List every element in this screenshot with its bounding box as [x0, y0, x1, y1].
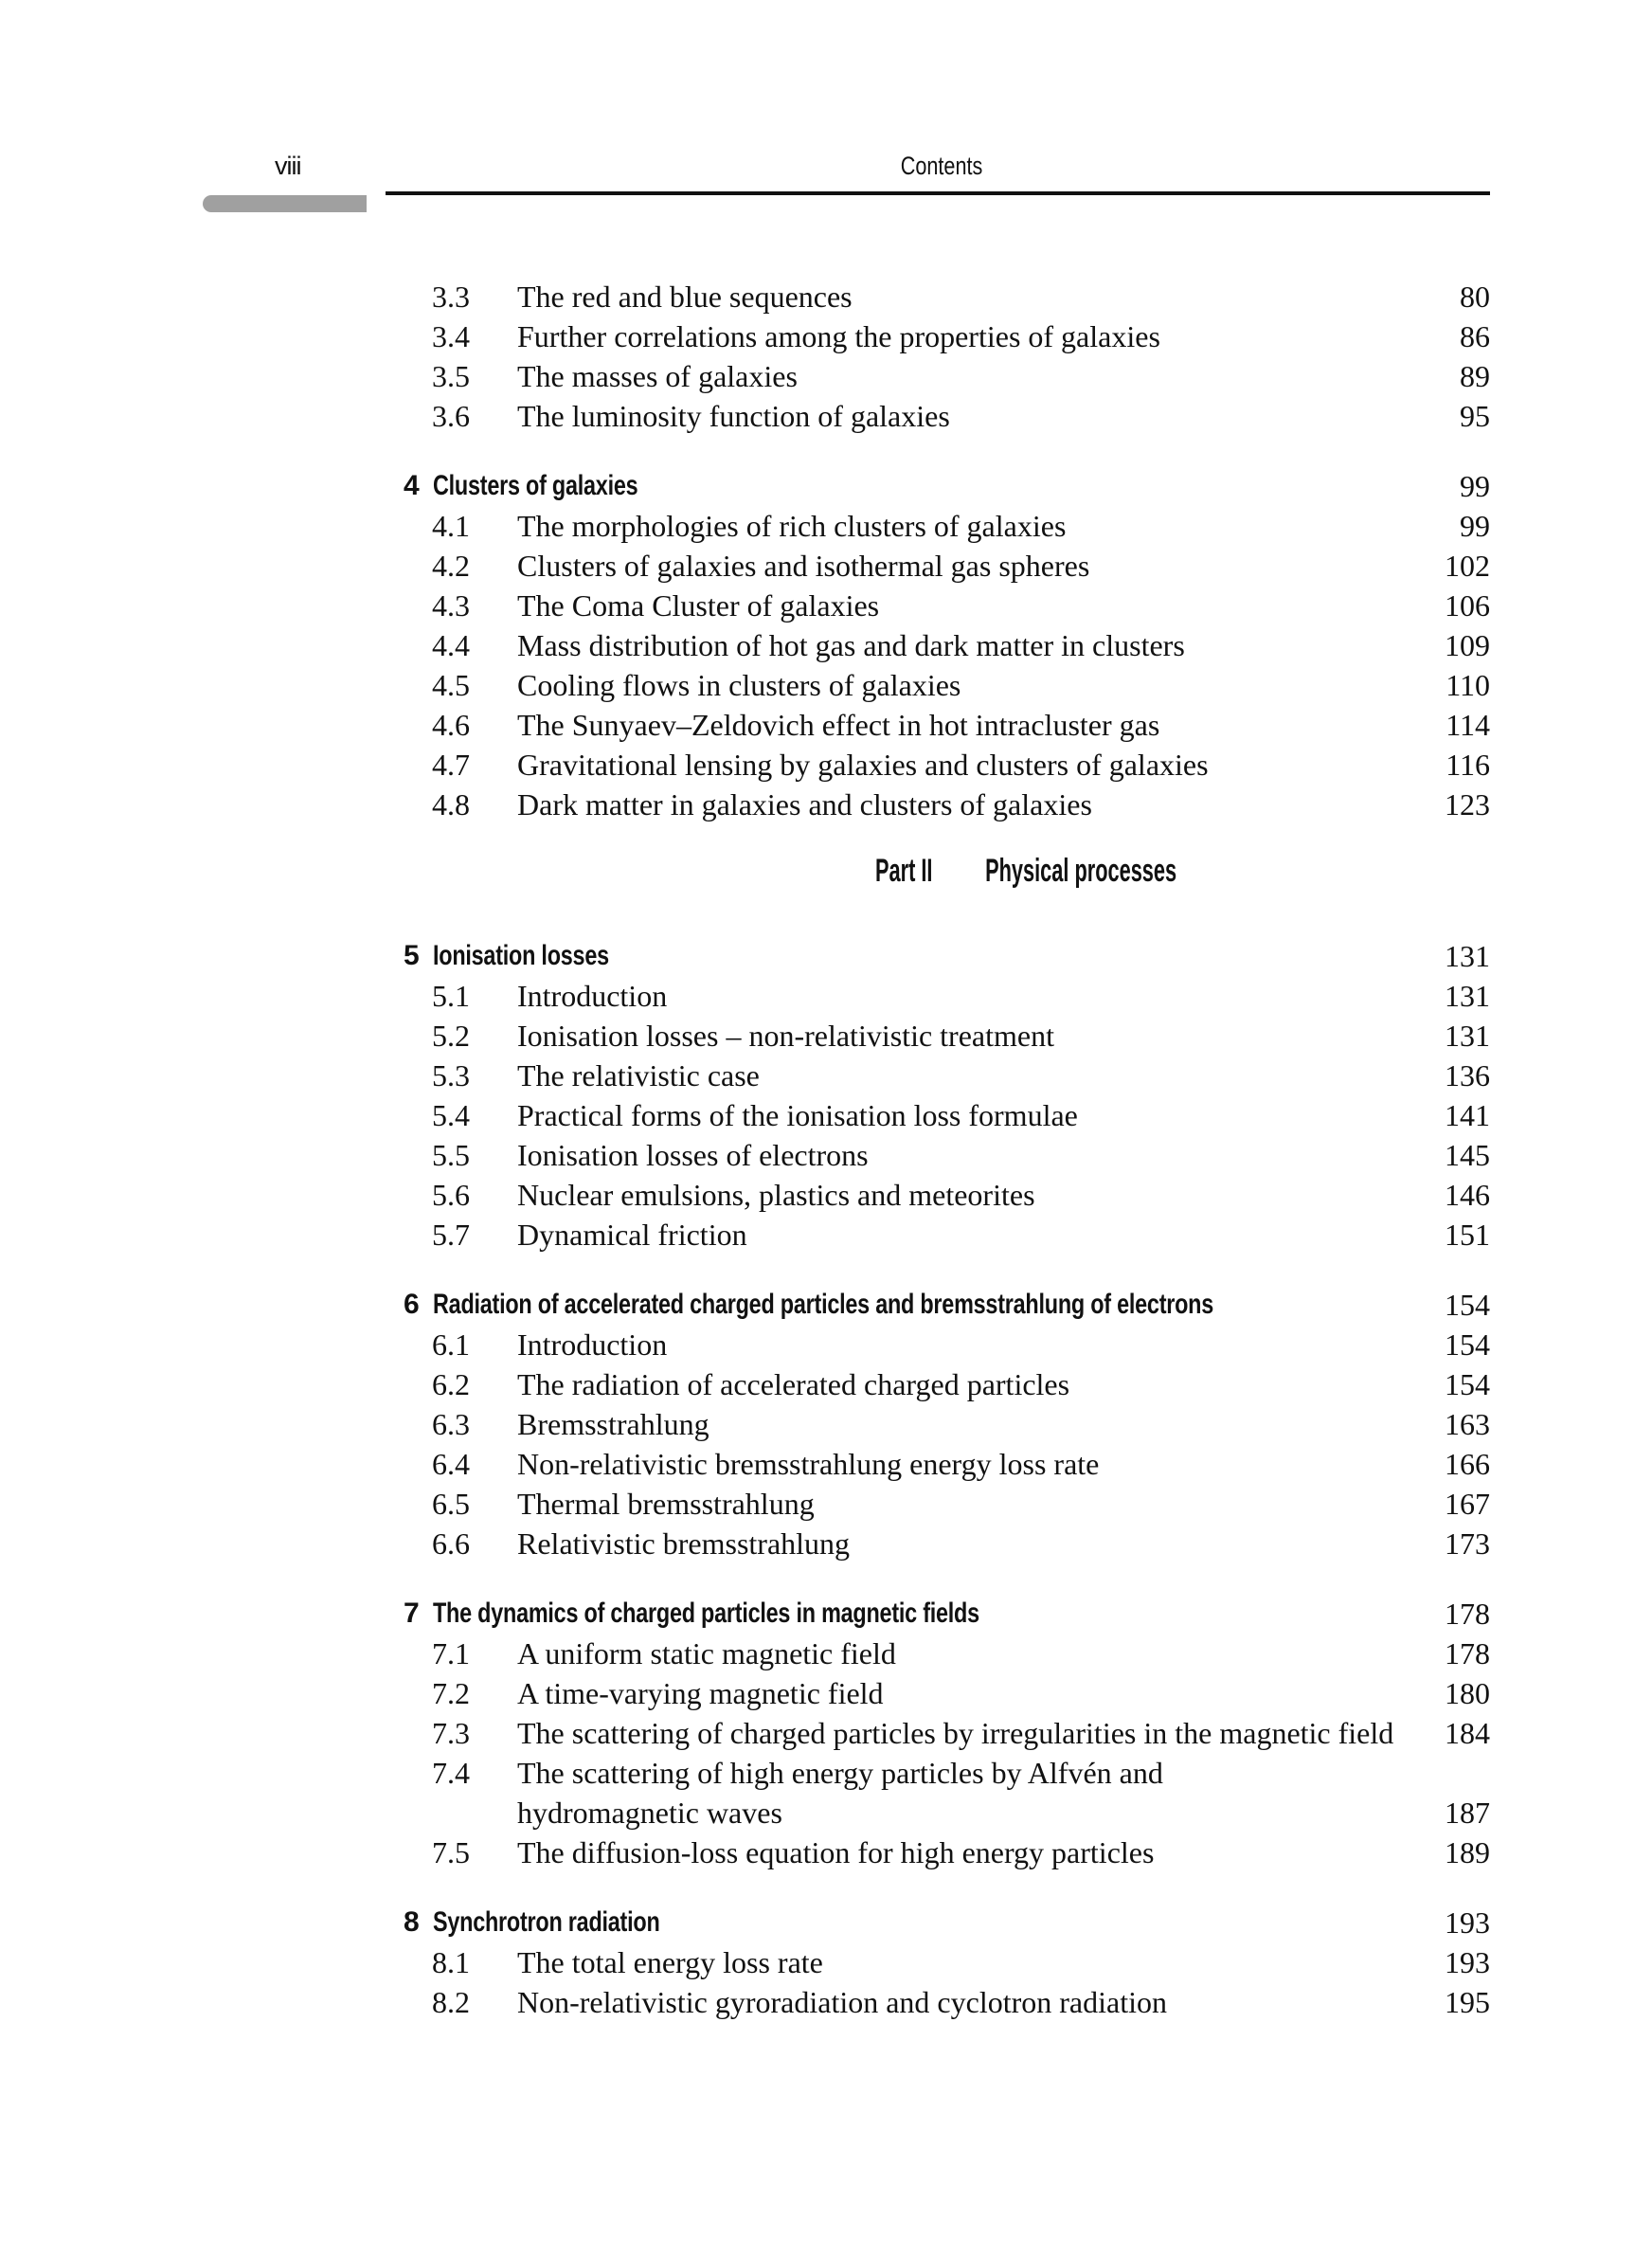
entry-title: Gravitational lensing by galaxies and clusters of galaxies: [517, 748, 1209, 782]
entry-page: 184: [1445, 1716, 1490, 1750]
entry-title: Synchrotron radiation: [433, 1906, 660, 1938]
toc-section-entry[interactable]: [0, 1673, 1652, 1713]
part-heading: [0, 853, 1652, 890]
entry-page: 131: [1445, 939, 1490, 973]
entry-number: 5.1: [432, 979, 470, 1013]
running-title: [0, 152, 1652, 181]
entry-title: The luminosity function of galaxies: [517, 399, 950, 433]
toc-section-entry[interactable]: [0, 1634, 1652, 1673]
entry-title: Nuclear emulsions, plastics and meteorites: [517, 1178, 1035, 1212]
entry-page: 187: [1445, 1796, 1490, 1830]
entry-number: 4.7: [432, 748, 470, 782]
toc-section-entry[interactable]: [0, 1175, 1652, 1215]
entry-title-line2: hydromagnetic waves: [517, 1796, 782, 1830]
toc-section-entry[interactable]: [0, 665, 1652, 705]
entry-page: 178: [1445, 1636, 1490, 1670]
entry-page: 173: [1445, 1526, 1490, 1561]
entry-page: 167: [1445, 1487, 1490, 1521]
entry-title: Ionisation losses – non-relativistic treatment: [517, 1019, 1054, 1053]
toc-section-entry[interactable]: [0, 1833, 1652, 1872]
entry-number: 5.6: [432, 1178, 470, 1212]
entry-page: 102: [1445, 549, 1490, 583]
entry-title: Non-relativistic bremsstrahlung energy loss rate: [517, 1447, 1100, 1481]
entry-page: 154: [1445, 1288, 1490, 1322]
entry-number: 8.1: [432, 1945, 470, 1979]
entry-page: 193: [1445, 1945, 1490, 1979]
part-label: Part II: [874, 853, 933, 889]
toc-section-entry[interactable]: [0, 1942, 1652, 1982]
part-title: Physical processes: [984, 853, 1176, 889]
entry-title: Introduction: [517, 1327, 668, 1362]
toc-section-entry[interactable]: [0, 396, 1652, 436]
toc-chapter-entry[interactable]: [0, 936, 1652, 976]
entry-number: 4: [404, 470, 420, 501]
entry-number: 7.3: [432, 1716, 470, 1750]
toc-section-entry[interactable]: [0, 277, 1652, 316]
toc-section-entry[interactable]: [0, 976, 1652, 1016]
entry-title: Dynamical friction: [517, 1218, 747, 1252]
thumb-tab: [203, 195, 367, 212]
entry-title: Further correlations among the properties of galaxies: [517, 319, 1160, 353]
entry-title: A time-varying magnetic field: [517, 1676, 884, 1710]
toc-section-entry[interactable]: [0, 1753, 1652, 1793]
entry-title: The dynamics of charged particles in magnetic fields: [433, 1598, 979, 1629]
toc-section-entry[interactable]: [0, 356, 1652, 396]
entry-number: 4.5: [432, 668, 470, 702]
toc-chapter-entry[interactable]: [0, 1903, 1652, 1942]
toc-section-entry[interactable]: [0, 785, 1652, 824]
toc-section-entry[interactable]: [0, 506, 1652, 546]
entry-page: 180: [1445, 1676, 1490, 1710]
entry-page: 106: [1445, 588, 1490, 623]
entry-title: Cooling flows in clusters of galaxies: [517, 668, 961, 702]
entry-page: 154: [1445, 1367, 1490, 1401]
entry-title: The scattering of charged particles by irregularities in the magnetic field: [517, 1716, 1394, 1750]
entry-title: Dark matter in galaxies and clusters of galaxies: [517, 787, 1092, 822]
entry-number: 5.7: [432, 1218, 470, 1252]
toc-section-entry[interactable]: [0, 1056, 1652, 1095]
entry-title: Ionisation losses of electrons: [517, 1138, 869, 1172]
entry-title: The masses of galaxies: [517, 359, 798, 393]
entry-page: 109: [1445, 628, 1490, 662]
entry-number: 6.4: [432, 1447, 470, 1481]
entry-number: 4.3: [432, 588, 470, 623]
entry-number: 6.6: [432, 1526, 470, 1561]
entry-title: Practical forms of the ionisation loss formulae: [517, 1098, 1078, 1132]
toc-section-entry[interactable]: [0, 546, 1652, 586]
entry-title: Ionisation losses: [433, 940, 609, 971]
entry-title: The scattering of high energy particles by Alfvén and: [517, 1756, 1163, 1790]
entry-page: 116: [1446, 748, 1490, 782]
entry-title: The red and blue sequences: [517, 280, 853, 314]
entry-number: 4.8: [432, 787, 470, 822]
entry-number: 3.5: [432, 359, 470, 393]
toc-section-entry[interactable]: [0, 1325, 1652, 1364]
toc-section-entry[interactable]: [0, 745, 1652, 785]
entry-title: The Sunyaev–Zeldovich effect in hot intracluster gas: [517, 708, 1160, 742]
entry-page: 146: [1445, 1178, 1490, 1212]
page-number: viii: [275, 152, 301, 180]
entry-number: 8: [404, 1906, 420, 1938]
entry-number: 7.5: [432, 1835, 470, 1869]
toc-chapter-entry[interactable]: [0, 1285, 1652, 1325]
entry-number: 6.3: [432, 1407, 470, 1441]
entry-page: 151: [1445, 1218, 1490, 1252]
toc-section-entry[interactable]: [0, 1016, 1652, 1056]
entry-number: 7.2: [432, 1676, 470, 1710]
entry-title: The radiation of accelerated charged particles: [517, 1367, 1070, 1401]
toc-section-entry[interactable]: [0, 1982, 1652, 2022]
entry-number: 6: [404, 1289, 420, 1320]
toc-section-entry[interactable]: [0, 1713, 1652, 1753]
part-heading-text: [776, 853, 1176, 890]
entry-page: 114: [1446, 708, 1490, 742]
entry-number: 3.6: [432, 399, 470, 433]
entry-page: 145: [1445, 1138, 1490, 1172]
toc-chapter-entry[interactable]: [0, 466, 1652, 506]
toc-section-entry[interactable]: [0, 1404, 1652, 1444]
toc-section-entry[interactable]: [0, 1215, 1652, 1255]
toc-section-entry[interactable]: [0, 705, 1652, 745]
entry-number: 6.2: [432, 1367, 470, 1401]
entry-number: 5.5: [432, 1138, 470, 1172]
entry-page: 178: [1445, 1597, 1490, 1631]
entry-title: Radiation of accelerated charged particles and bremsstrahlung of electrons: [433, 1289, 1214, 1320]
entry-number: 5.3: [432, 1058, 470, 1092]
entry-title: Clusters of galaxies and isothermal gas spheres: [517, 549, 1090, 583]
entry-number: 4.2: [432, 549, 470, 583]
toc-section-entry[interactable]: [0, 1524, 1652, 1563]
toc-section-entry[interactable]: [0, 586, 1652, 625]
entry-number: 7: [404, 1598, 420, 1629]
entry-title: The Coma Cluster of galaxies: [517, 588, 880, 623]
entry-title: Relativistic bremsstrahlung: [517, 1526, 851, 1561]
entry-title: The total energy loss rate: [517, 1945, 823, 1979]
entry-page: 136: [1445, 1058, 1490, 1092]
toc-section-entry[interactable]: [0, 1135, 1652, 1175]
entry-title: Introduction: [517, 979, 668, 1013]
entry-number: 5.4: [432, 1098, 470, 1132]
entry-number: 6.5: [432, 1487, 470, 1521]
toc-section-entry-continued[interactable]: [0, 1793, 1652, 1833]
entry-title: The relativistic case: [517, 1058, 760, 1092]
entry-number: 8.2: [432, 1985, 470, 2019]
entry-page: 95: [1460, 399, 1490, 433]
entry-number: 4.1: [432, 509, 470, 543]
entry-title: Bremsstrahlung: [517, 1407, 709, 1441]
entry-title: Non-relativistic gyroradiation and cyclotron radiation: [517, 1985, 1167, 2019]
entry-page: 141: [1445, 1098, 1490, 1132]
toc-section-entry[interactable]: [0, 1095, 1652, 1135]
entry-page: 80: [1460, 280, 1490, 314]
toc-section-entry[interactable]: [0, 1364, 1652, 1404]
entry-page: 99: [1460, 509, 1490, 543]
toc-section-entry[interactable]: [0, 625, 1652, 665]
entry-title: Mass distribution of hot gas and dark matter in clusters: [517, 628, 1185, 662]
entry-title: Thermal bremsstrahlung: [517, 1487, 815, 1521]
entry-page: 189: [1445, 1835, 1490, 1869]
entry-page: 154: [1445, 1327, 1490, 1362]
entry-page: 193: [1445, 1905, 1490, 1940]
entry-number: 5.2: [432, 1019, 470, 1053]
entry-title: The diffusion-loss equation for high energy particles: [517, 1835, 1155, 1869]
entry-number: 5: [404, 940, 420, 971]
entry-page: 195: [1445, 1985, 1490, 2019]
toc-section-entry[interactable]: [0, 316, 1652, 356]
entry-number: 6.1: [432, 1327, 470, 1362]
entry-page: 110: [1446, 668, 1490, 702]
toc-chapter-entry[interactable]: [0, 1594, 1652, 1634]
entry-number: 3.3: [432, 280, 470, 314]
entry-page: 123: [1445, 787, 1490, 822]
entry-number: 7.1: [432, 1636, 470, 1670]
toc-section-entry[interactable]: [0, 1444, 1652, 1484]
entry-page: 89: [1460, 359, 1490, 393]
entry-number: 7.4: [432, 1756, 470, 1790]
running-title-text: Contents: [900, 152, 983, 180]
entry-page: 131: [1445, 979, 1490, 1013]
entry-page: 99: [1460, 469, 1490, 503]
entry-page: 131: [1445, 1019, 1490, 1053]
entry-title: A uniform static magnetic field: [517, 1636, 896, 1670]
entry-page: 166: [1445, 1447, 1490, 1481]
toc-section-entry[interactable]: [0, 1484, 1652, 1524]
header-rule: [386, 191, 1490, 195]
entry-number: 3.4: [432, 319, 470, 353]
entry-page: 163: [1445, 1407, 1490, 1441]
entry-title: The morphologies of rich clusters of galaxies: [517, 509, 1067, 543]
entry-page: 86: [1460, 319, 1490, 353]
entry-title: Clusters of galaxies: [433, 470, 638, 501]
entry-number: 4.6: [432, 708, 470, 742]
entry-number: 4.4: [432, 628, 470, 662]
